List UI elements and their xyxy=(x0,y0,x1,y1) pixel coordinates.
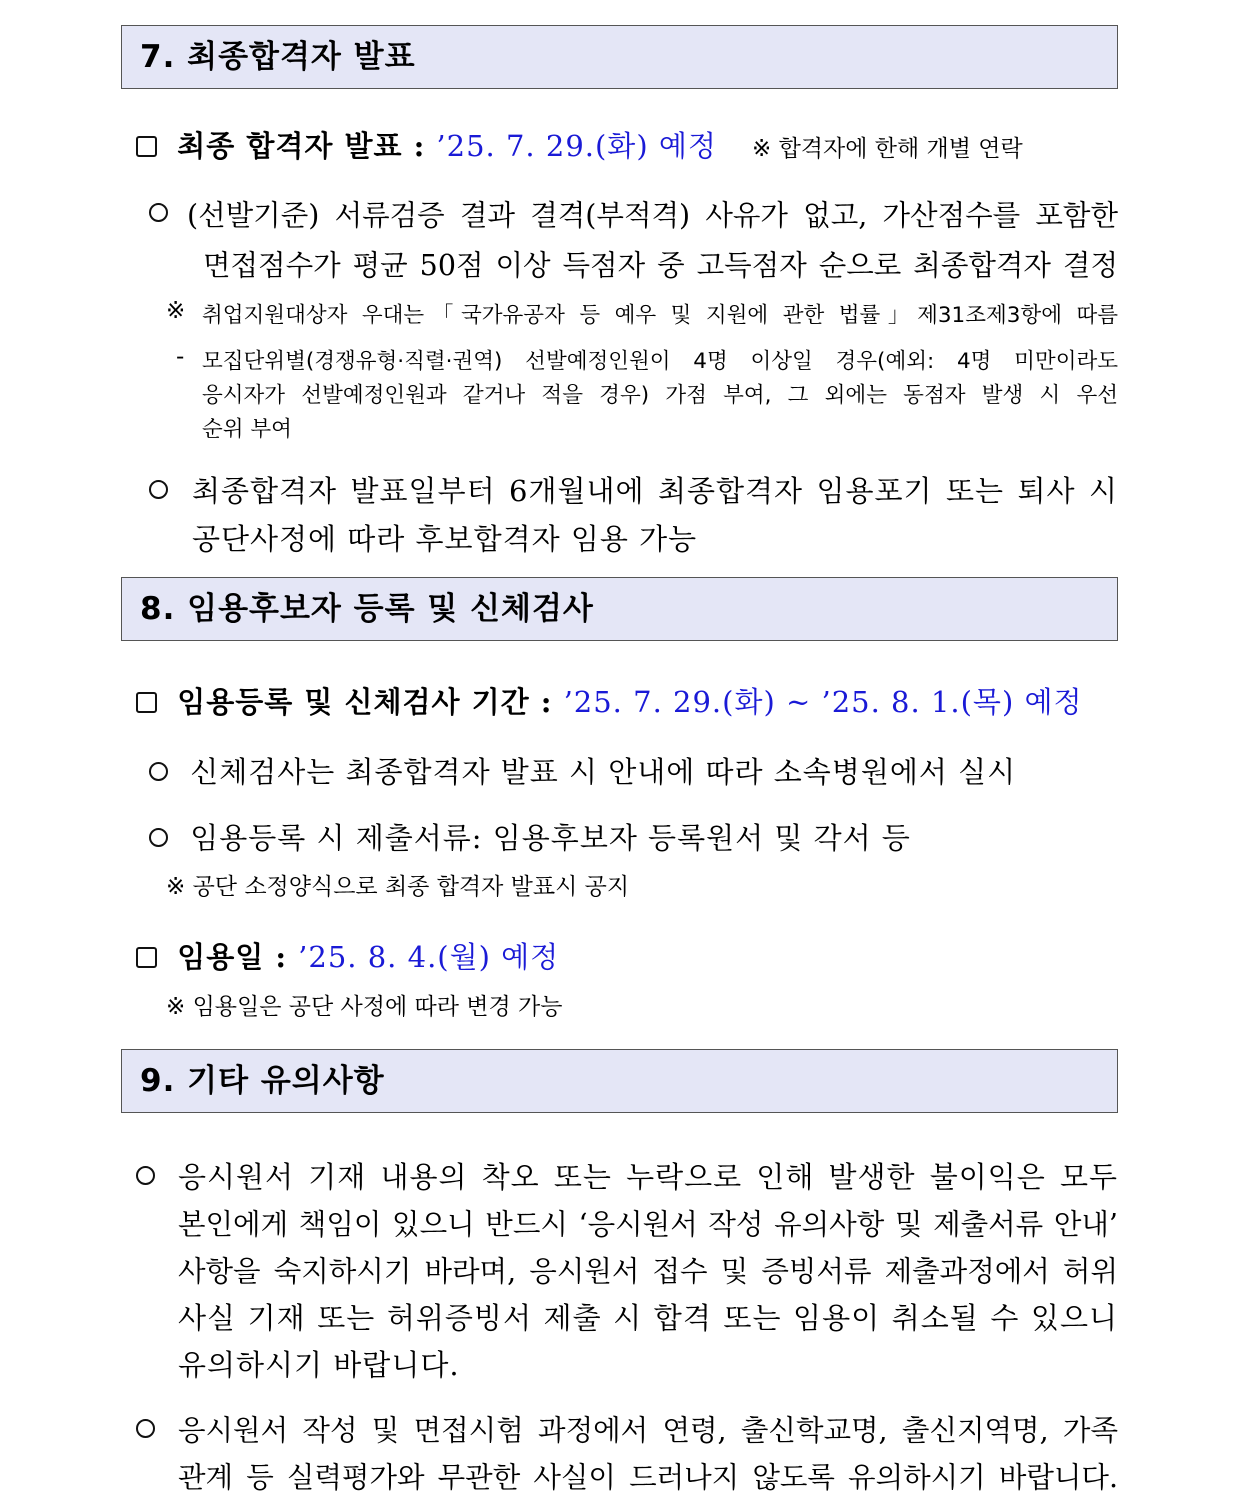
s9-bullet-1-line2: 본인에게 책임이 있으니 반드시 ‘응시원서 작성 유의사항 및 제출서류 안내’ xyxy=(178,1208,1118,1241)
section-7-header: 7. 최종합격자 발표 xyxy=(121,25,1118,89)
s9-bullet-1-line1: 응시원서 기재 내용의 착오 또는 누락으로 인해 발생한 불이익은 모두 xyxy=(178,1160,1118,1194)
s7-bullet-1-line1: (선발기준) 서류검증 결과 결격(부적격) 사유가 없고, 가산점수를 포함한 xyxy=(187,199,1118,232)
s7-note-1-text: 취업지원대상자 우대는「국가유공자 등 예우 및 지원에 관한 법률」제31조제3항에 따름 xyxy=(202,303,1118,328)
s8-bullet-2-text: 임용등록 시 제출서류: 임용후보자 등록원서 및 각서 등 xyxy=(190,821,911,855)
s9-bullet-2-line2: 관계 등 실력평가와 무관한 사실이 드러나지 않도록 유의하시기 바랍니다. xyxy=(178,1461,1118,1494)
s8-item-1 xyxy=(136,680,1083,721)
circle-bullet-icon xyxy=(149,203,168,222)
s8-item-2 xyxy=(136,935,559,976)
checkbox-square-icon xyxy=(136,947,157,968)
circle-bullet-icon xyxy=(136,1166,155,1185)
s7-item-1 xyxy=(136,124,717,165)
s9-bullet-1-line5: 유의하시기 바랍니다. xyxy=(178,1348,460,1382)
s9-bullet-2-line1: 응시원서 작성 및 면접시험 과정에서 연령, 출신학교명, 출신지역명, 가족 xyxy=(178,1414,1118,1447)
s7-dash-mark: - xyxy=(176,344,185,370)
s8-item-1-date: ’25. 7. 29.(화) ~ ’25. 8. 1.(목) 예정 xyxy=(563,685,1083,719)
s7-bullet-2 xyxy=(149,473,168,507)
s8-item-2-label: 임용일 : xyxy=(177,940,299,974)
circle-bullet-icon xyxy=(149,480,168,499)
s7-bullet-2-line2: 공단사정에 따라 후보합격자 임용 가능 xyxy=(192,522,698,556)
s7-dash-line2: 응시자가 선발예정인원과 같거나 적을 경우) 가점 부여, 그 외에는 동점자 발생 시 우선 xyxy=(202,383,1118,408)
s9-bullet-2 xyxy=(136,1412,155,1446)
s8-bullet-1-text: 신체검사는 최종합격자 발표 시 안내에 따라 소속병원에서 실시 xyxy=(190,755,1017,789)
section-8-header: 8. 임용후보자 등록 및 신체검사 xyxy=(121,577,1118,641)
s7-item-1-note: ※ 합격자에 한해 개별 연락 xyxy=(752,136,1023,162)
s7-bullet-2-line1: 최종합격자 발표일부터 6개월내에 최종합격자 임용포기 또는 퇴사 시 xyxy=(192,474,1118,508)
s9-bullet-1-line3: 사항을 숙지하시기 바라며, 응시원서 접수 및 증빙서류 제출과정에서 허위 xyxy=(178,1255,1118,1288)
s8-note-1: ※ 공단 소정양식으로 최종 합격자 발표시 공지 xyxy=(166,874,630,900)
s7-bullet-1 xyxy=(149,196,168,230)
section-9-header: 9. 기타 유의사항 xyxy=(121,1049,1118,1113)
s7-dash-line3: 순위 부여 xyxy=(202,417,292,442)
s7-dash-line1: 모집단위별(경쟁유형·직렬·권역) 선발예정인원이 4명 이상일 경우(예외: 4명 미만이라도 xyxy=(202,349,1118,374)
s8-item-2-date: ’25. 8. 4.(월) 예정 xyxy=(298,940,560,974)
circle-bullet-icon xyxy=(149,762,168,781)
s7-item-1-date: ’25. 7. 29.(화) 예정 xyxy=(436,129,717,163)
checkbox-square-icon xyxy=(136,692,157,713)
checkbox-square-icon xyxy=(136,136,157,157)
s7-bullet-1-line2: 면접점수가 평균 50점 이상 득점자 중 고득점자 순으로 최종합격자 결정 xyxy=(203,249,1118,282)
circle-bullet-icon xyxy=(136,1419,155,1438)
circle-bullet-icon xyxy=(149,828,168,847)
s9-bullet-1 xyxy=(136,1159,155,1193)
s8-note-2: ※ 임용일은 공단 사정에 따라 변경 가능 xyxy=(166,994,563,1020)
s9-bullet-1-line4: 사실 기재 또는 허위증빙서 제출 시 합격 또는 임용이 취소될 수 있으니 xyxy=(178,1301,1118,1335)
s8-bullet-1 xyxy=(149,750,1016,791)
s8-bullet-2 xyxy=(149,816,911,857)
s7-note-1-mark: ※ xyxy=(166,298,186,324)
s7-item-1-label: 최종 합격자 발표 : xyxy=(177,129,437,163)
s8-item-1-label: 임용등록 및 신체검사 기간 : xyxy=(177,685,564,719)
